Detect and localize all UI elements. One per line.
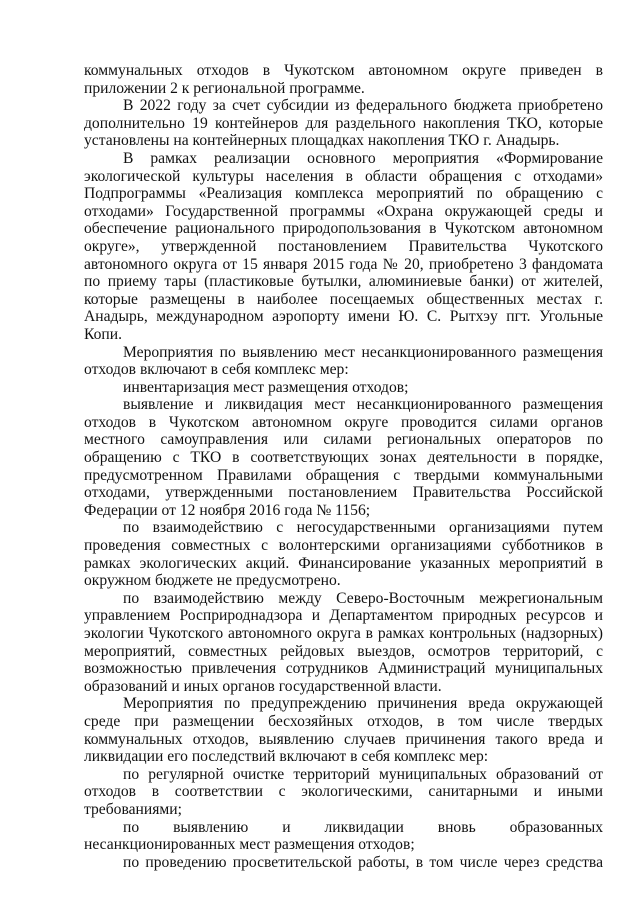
- paragraph-6: выявление и ликвидация мест несанкционированного размещения отходов в Чукотском автономном округе проводится силами органов местного самоуправления или силами региональных операторов по обращению с ТКО в соответствующих зонах деятельности в порядке, предусмотренном Правилами обращения с твердыми коммунальными отходами, утвержденными постановлением Правительства Российской Федерации от 12 ноября 2016 года № 1156;: [84, 396, 603, 519]
- paragraph-3: В рамках реализации основного мероприятия «Формирование экологической культуры населения в области обращения с отходами» Подпрограммы «Реализация комплекса мероприятий по обращению с отходами» Государственной программы «Охрана окружающей среды и обеспечение рационального природопользования в Чукотском автономном округе», утвержденной постановлением Правительства Чукотского автономного округа от 15 января 2015 года № 20, приобретено 3 фандомата по приему тары (пластиковые бутылки, алюминиевые банки) от жителей, которые размещены в наиболее посещаемых общественных местах г. Анадырь, международном аэропорту имени Ю. С. Рытхэу пгт. Угольные Копи.: [84, 149, 603, 343]
- document-body: [84, 62, 603, 871]
- paragraph-11: по выявлению и ликвидации вновь образованных несанкционированных мест размещения отходов;: [84, 818, 603, 854]
- paragraph-4: Мероприятия по выявлению мест несанкционированного размещения отходов включают в себя комплекс мер:: [84, 343, 603, 379]
- paragraph-10: по регулярной очистке территорий муниципальных образований от отходов в соответствии с экологическими, санитарными и иными требованиями;: [84, 765, 603, 818]
- paragraph-1: коммунальных отходов в Чукотском автономном округе приведен в приложении 2 к региональной программе.: [84, 62, 603, 97]
- paragraph-5: инвентаризация мест размещения отходов;: [123, 378, 409, 396]
- paragraph-8: по взаимодействию между Северо-Восточным межрегиональным управлением Росприроднадзора и Департаментом природных ресурсов и экологии Чукотского автономного округа в рамках контрольных (надзорных) мероприятий, совместных рейдовых выездов, осмотров территорий, с возможностью привлечения сотрудников Администраций муниципальных образований и иных органов государственной власти.: [84, 589, 603, 695]
- paragraph-12: по проведению просветительской работы, в том числе через средства: [123, 853, 603, 871]
- paragraph-9: Мероприятия по предупреждению причинения вреда окружающей среде при размещении бесхозяйных отходов, в том числе твердых коммунальных отходов, выявлению случаев причинения такого вреда и ликвидации его последствий включают в себя комплекс мер:: [84, 695, 603, 766]
- paragraph-2: В 2022 году за счет субсидии из федерального бюджета приобретено дополнительно 19 контейнеров для раздельного накопления ТКО, которые установлены на контейнерных площадках накопления ТКО г. Анадырь.: [84, 97, 603, 150]
- paragraph-7: по взаимодействию с негосударственными организациями путем проведения совместных с волонтерскими организациями субботников в рамках экологических акций. Финансирование указанных мероприятий в окружном бюджете не предусмотрено.: [84, 519, 603, 590]
